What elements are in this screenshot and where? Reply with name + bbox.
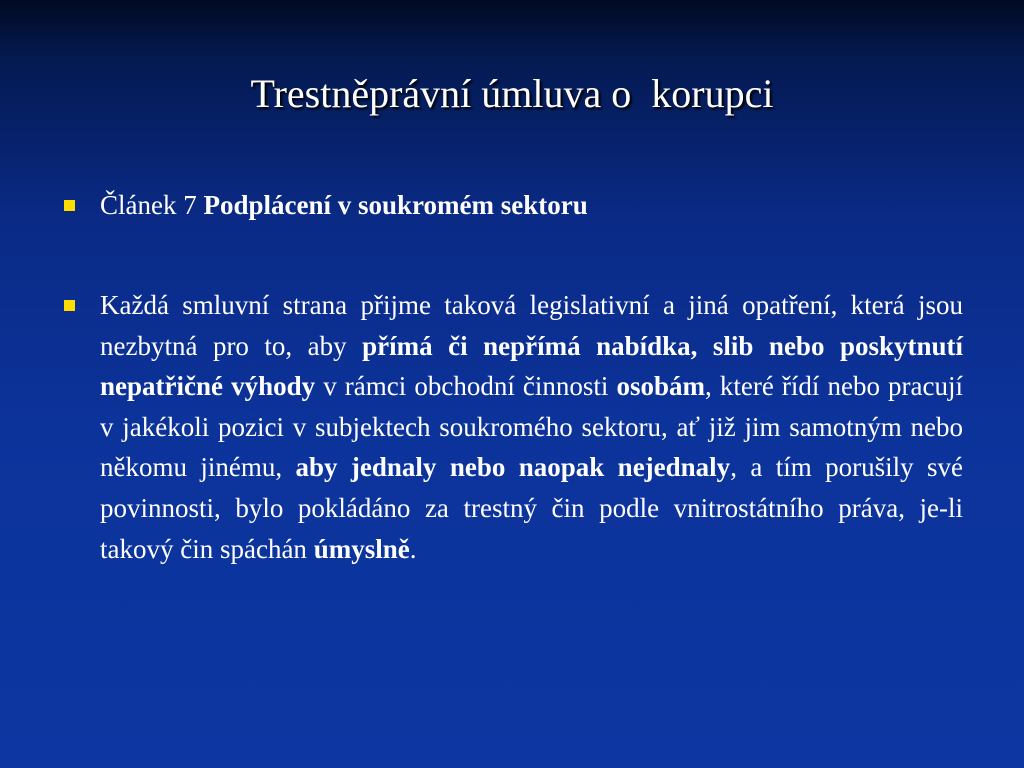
- bold-segment: přímá či nepřímá nabídka, slib nebo poskytnutí nepatřičné výhody: [100, 330, 963, 402]
- slide-title: Trestněprávní úmluva o korupci: [250, 71, 774, 116]
- text-segment: , a tím porušily své povinnosti, bylo pokládáno za trestný čin podle vnitrostátního práva, je-li takový čin spáchán: [100, 452, 963, 564]
- text-segment: , které řídí nebo pracují v jakékoli pozici v subjektech soukromého sektoru, ať již jim samotným nebo někomu jinému,: [100, 371, 963, 483]
- bullet-article-heading: [100, 185, 963, 226]
- article-number: Článek 7: [100, 190, 204, 220]
- bullet-marker-icon: [64, 200, 75, 211]
- text-segment: v rámci obchodní činnosti: [315, 371, 617, 402]
- text-segment: Každá smluvní strana přijme taková legislativní a jiná opatření, která jsou nezbytná pro to, aby: [100, 290, 963, 361]
- bold-segment: aby jednaly nebo naopak nejednaly: [295, 452, 731, 483]
- bold-segment: osobám: [616, 371, 705, 402]
- bullet-article-text: [100, 285, 963, 569]
- bold-segment: úmyslně: [313, 533, 410, 564]
- bullet-marker-icon: [64, 300, 75, 311]
- text-segment: .: [409, 533, 417, 564]
- article-title: Podplácení v soukromém sektoru: [203, 190, 588, 220]
